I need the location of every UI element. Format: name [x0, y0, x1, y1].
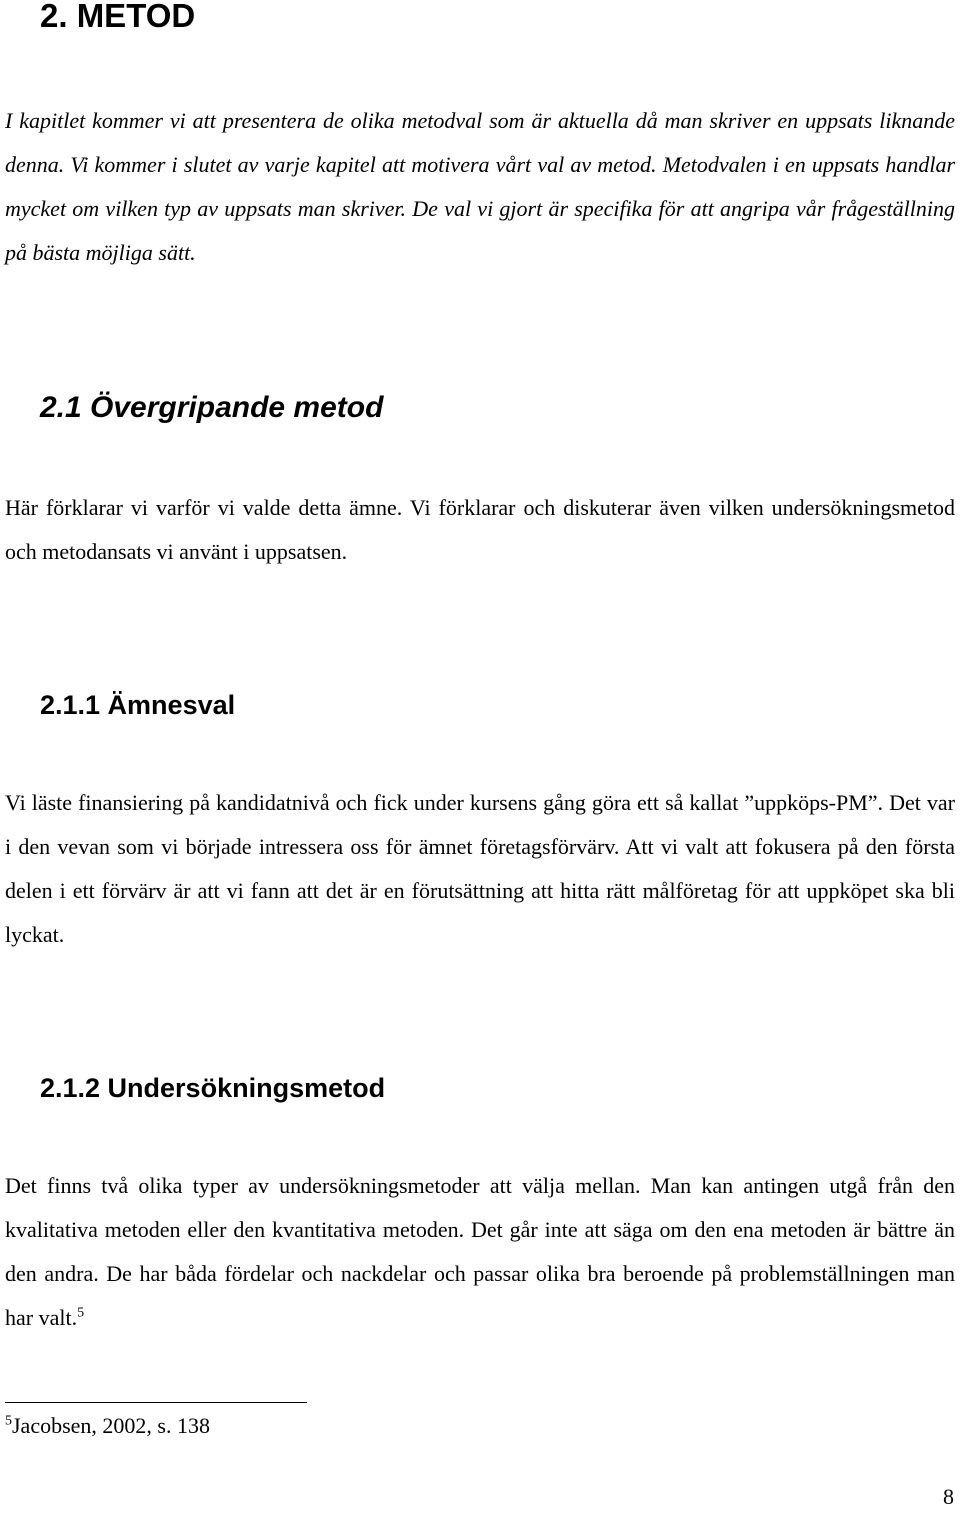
section-heading-2-1-1: 2.1.1 Ämnesval: [40, 690, 236, 720]
footnote-reference[interactable]: 5: [77, 1305, 85, 1321]
section-2-1-body: Här förklarar vi varför vi valde detta ämne. Vi förklarar och diskuterar även vilken undersökningsmetod och metodansats vi använt i uppsatsen.: [5, 495, 955, 564]
section-heading-2-1: 2.1 Övergripande metod: [40, 391, 384, 424]
section-2-1-2-body: [5, 1164, 955, 1340]
section-heading-2-1-2: 2.1.2 Undersökningsmetod: [40, 1073, 386, 1103]
page-number: 8: [943, 1484, 954, 1509]
section-2-1-2-text: Det finns två olika typer av undersökningsmetoder att välja mellan. Man kan antingen utgå från den kvalitativa metoden eller den kvantitativa metoden. Det går inte att säga om den ena metoden är bättre än den andra. De har båda fördelar och nackdelar och passar olika bra beroende på problemställningen man har valt.: [5, 1173, 955, 1330]
chapter-intro: I kapitlet kommer vi att presentera de olika metodval som är aktuella då man skriver en uppsats liknande denna. Vi kommer i slutet av varje kapitel att motivera vårt val av metod. Metodvalen i en uppsats handlar mycket om vilken typ av uppsats man skriver. De val vi gjort är specifika för att angripa vår frågeställning på bästa möjliga sätt.: [5, 108, 955, 265]
footnote-separator: [5, 1402, 307, 1403]
footnote-text: Jacobsen, 2002, s. 138: [12, 1413, 210, 1438]
section-2-1-1-body: Vi läste finansiering på kandidatnivå och fick under kursens gång göra ett så kallat ”uppköps-PM”. Det var i den vevan som vi började intressera oss för ämnet företagsförvärv. Att vi valt att fokusera på den första delen i ett förvärv är att vi fann att det är en förutsättning att hitta rätt målföretag för att uppköpet ska bli lyckat.: [5, 790, 955, 947]
chapter-title: 2. METOD: [40, 0, 196, 34]
footnote-number: 5: [5, 1413, 12, 1429]
footnote: [5, 1408, 210, 1444]
